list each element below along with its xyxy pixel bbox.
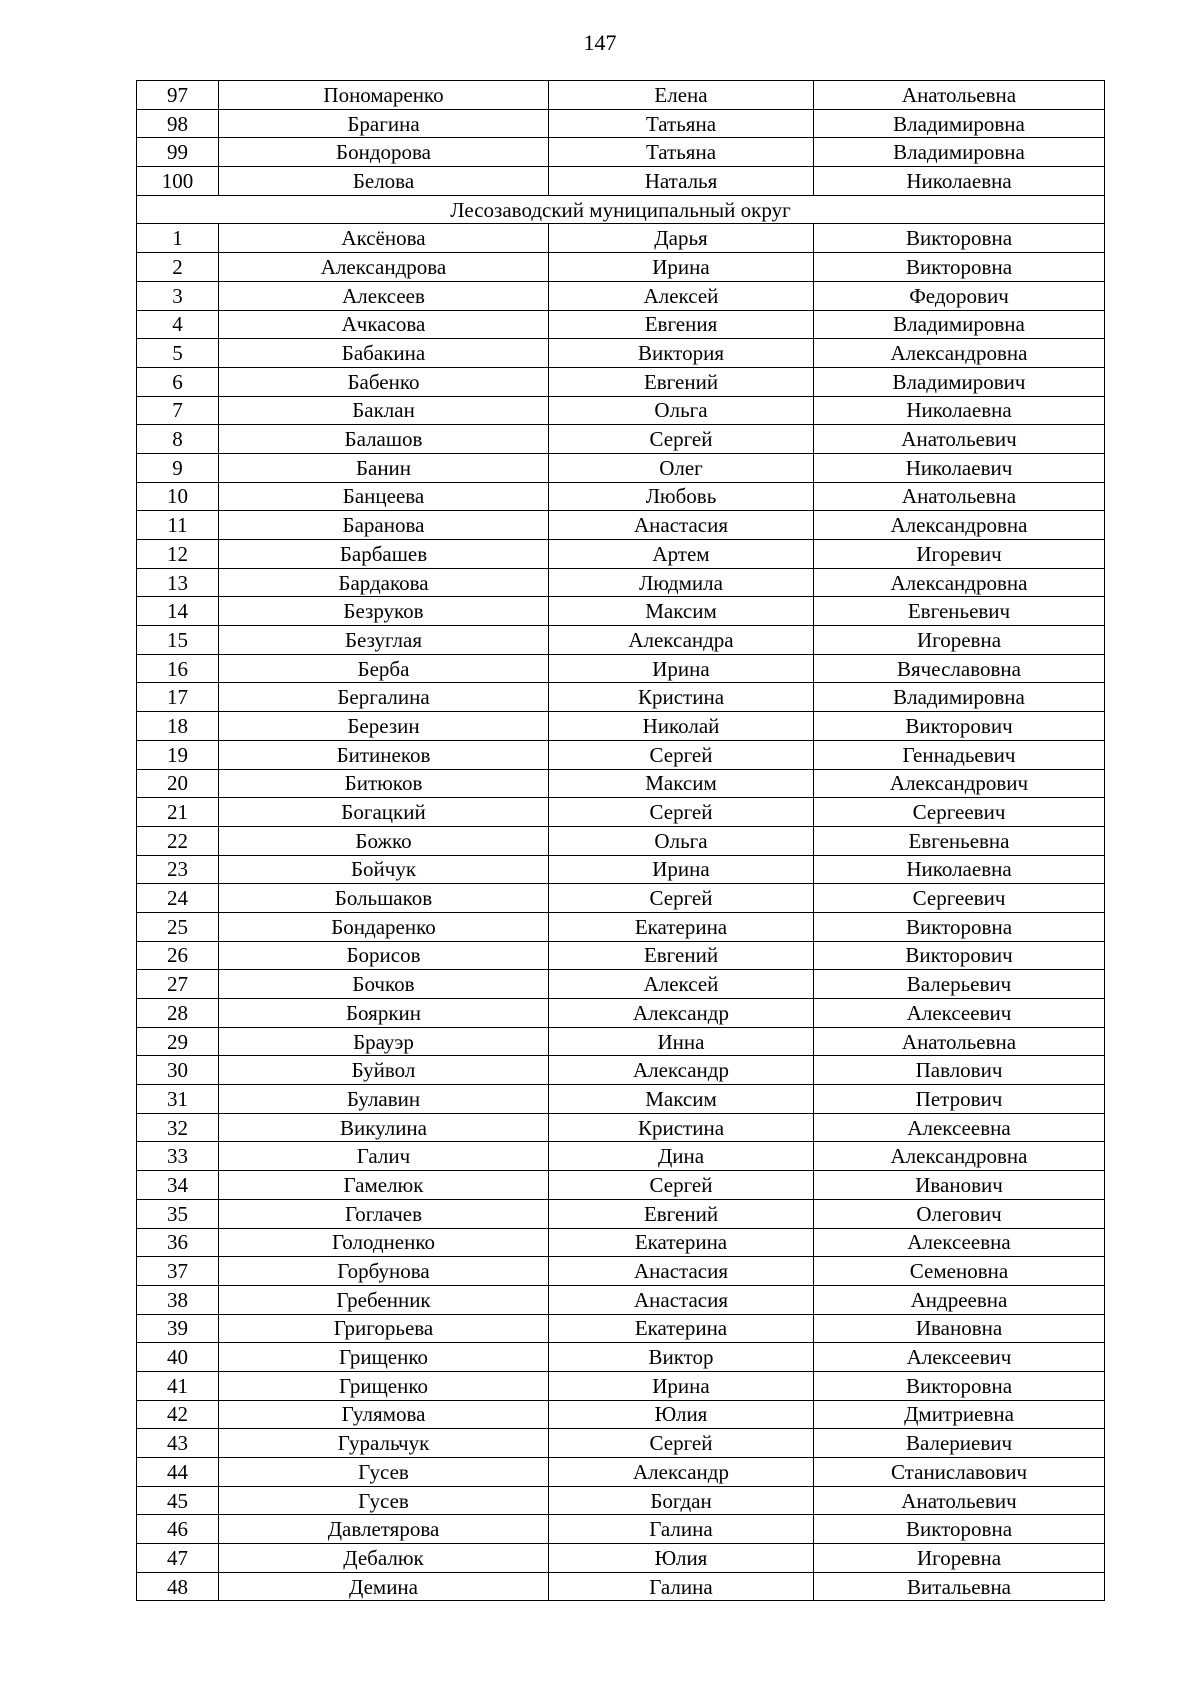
table-row bbox=[137, 253, 1105, 282]
table-row bbox=[137, 826, 1105, 855]
page-number: 147 bbox=[583, 30, 617, 55]
surname-cell: Безруков bbox=[219, 597, 549, 626]
surname-cell: Давлетярова bbox=[219, 1515, 549, 1544]
row-number-cell: 23 bbox=[137, 855, 219, 884]
table-row bbox=[137, 1458, 1105, 1487]
row-number-cell: 7 bbox=[137, 396, 219, 425]
table-row bbox=[137, 970, 1105, 999]
table-row bbox=[137, 109, 1105, 138]
surname-cell: Балашов bbox=[219, 425, 549, 454]
table-row bbox=[137, 1171, 1105, 1200]
table-row bbox=[137, 798, 1105, 827]
patronymic-cell: Александровна bbox=[814, 1142, 1105, 1171]
row-number-cell: 41 bbox=[137, 1371, 219, 1400]
surname-cell: Бергалина bbox=[219, 683, 549, 712]
first-name-cell: Ирина bbox=[549, 253, 814, 282]
first-name-cell: Александр bbox=[549, 1056, 814, 1085]
first-name-cell: Виктор bbox=[549, 1343, 814, 1372]
table-row bbox=[137, 1515, 1105, 1544]
row-number-cell: 33 bbox=[137, 1142, 219, 1171]
surname-cell: Битинеков bbox=[219, 740, 549, 769]
table-row bbox=[137, 654, 1105, 683]
table-row bbox=[137, 568, 1105, 597]
table-row bbox=[137, 1486, 1105, 1515]
surname-cell: Бардакова bbox=[219, 568, 549, 597]
surname-cell: Баранова bbox=[219, 511, 549, 540]
table-row bbox=[137, 769, 1105, 798]
first-name-cell: Ирина bbox=[549, 855, 814, 884]
table-row bbox=[137, 1056, 1105, 1085]
first-name-cell: Татьяна bbox=[549, 109, 814, 138]
row-number-cell: 39 bbox=[137, 1314, 219, 1343]
table-row bbox=[137, 597, 1105, 626]
patronymic-cell: Александрович bbox=[814, 769, 1105, 798]
row-number-cell: 45 bbox=[137, 1486, 219, 1515]
surname-cell: Алексеев bbox=[219, 281, 549, 310]
first-name-cell: Евгений bbox=[549, 941, 814, 970]
first-name-cell: Людмила bbox=[549, 568, 814, 597]
row-number-cell: 30 bbox=[137, 1056, 219, 1085]
patronymic-cell: Николаевич bbox=[814, 453, 1105, 482]
first-name-cell: Анастасия bbox=[549, 1257, 814, 1286]
surname-cell: Григорьева bbox=[219, 1314, 549, 1343]
patronymic-cell: Игоревна bbox=[814, 1544, 1105, 1573]
table-row bbox=[137, 482, 1105, 511]
first-name-cell: Олег bbox=[549, 453, 814, 482]
first-name-cell: Кристина bbox=[549, 683, 814, 712]
first-name-cell: Сергей bbox=[549, 425, 814, 454]
surname-cell: Бояркин bbox=[219, 999, 549, 1028]
row-number-cell: 18 bbox=[137, 712, 219, 741]
row-number-cell: 24 bbox=[137, 884, 219, 913]
first-name-cell: Александр bbox=[549, 999, 814, 1028]
surname-cell: Бондорова bbox=[219, 138, 549, 167]
row-number-cell: 8 bbox=[137, 425, 219, 454]
first-name-cell: Елена bbox=[549, 81, 814, 110]
row-number-cell: 40 bbox=[137, 1343, 219, 1372]
row-number-cell: 44 bbox=[137, 1458, 219, 1487]
first-name-cell: Юлия bbox=[549, 1400, 814, 1429]
table-row bbox=[137, 138, 1105, 167]
surname-cell: Пономаренко bbox=[219, 81, 549, 110]
surname-cell: Горбунова bbox=[219, 1257, 549, 1286]
patronymic-cell: Павлович bbox=[814, 1056, 1105, 1085]
row-number-cell: 5 bbox=[137, 339, 219, 368]
first-name-cell: Наталья bbox=[549, 167, 814, 196]
table-row bbox=[137, 1429, 1105, 1458]
first-name-cell: Максим bbox=[549, 1085, 814, 1114]
table-row bbox=[137, 912, 1105, 941]
surname-cell: Булавин bbox=[219, 1085, 549, 1114]
row-number-cell: 11 bbox=[137, 511, 219, 540]
first-name-cell: Сергей bbox=[549, 740, 814, 769]
patronymic-cell: Викторовна bbox=[814, 912, 1105, 941]
surname-cell: Борисов bbox=[219, 941, 549, 970]
first-name-cell: Анастасия bbox=[549, 511, 814, 540]
row-number-cell: 97 bbox=[137, 81, 219, 110]
row-number-cell: 28 bbox=[137, 999, 219, 1028]
first-name-cell: Екатерина bbox=[549, 1228, 814, 1257]
surname-cell: Демина bbox=[219, 1572, 549, 1601]
first-name-cell: Сергей bbox=[549, 884, 814, 913]
table-row bbox=[137, 712, 1105, 741]
table-row bbox=[137, 1400, 1105, 1429]
row-number-cell: 20 bbox=[137, 769, 219, 798]
patronymic-cell: Иванович bbox=[814, 1171, 1105, 1200]
surname-cell: Голодненко bbox=[219, 1228, 549, 1257]
table-row bbox=[137, 224, 1105, 253]
table-row bbox=[137, 310, 1105, 339]
patronymic-cell: Алексеевич bbox=[814, 1343, 1105, 1372]
surname-cell: Березин bbox=[219, 712, 549, 741]
patronymic-cell: Николаевна bbox=[814, 855, 1105, 884]
patronymic-cell: Геннадьевич bbox=[814, 740, 1105, 769]
patronymic-cell: Владимировна bbox=[814, 138, 1105, 167]
first-name-cell: Екатерина bbox=[549, 1314, 814, 1343]
table-row bbox=[137, 1257, 1105, 1286]
surname-cell: Ачкасова bbox=[219, 310, 549, 339]
surname-cell: Бочков bbox=[219, 970, 549, 999]
patronymic-cell: Федорович bbox=[814, 281, 1105, 310]
row-number-cell: 99 bbox=[137, 138, 219, 167]
first-name-cell: Александра bbox=[549, 626, 814, 655]
surname-cell: Гусев bbox=[219, 1458, 549, 1487]
row-number-cell: 31 bbox=[137, 1085, 219, 1114]
surname-cell: Брагина bbox=[219, 109, 549, 138]
patronymic-cell: Ивановна bbox=[814, 1314, 1105, 1343]
patronymic-cell: Сергеевич bbox=[814, 798, 1105, 827]
first-name-cell: Николай bbox=[549, 712, 814, 741]
section-row bbox=[137, 195, 1105, 224]
row-number-cell: 35 bbox=[137, 1199, 219, 1228]
roster-body bbox=[137, 81, 1105, 1601]
patronymic-cell: Александровна bbox=[814, 339, 1105, 368]
section-title: Лесозаводский муниципальный округ bbox=[137, 195, 1105, 224]
table-row bbox=[137, 81, 1105, 110]
table-row bbox=[137, 884, 1105, 913]
surname-cell: Банцеева bbox=[219, 482, 549, 511]
table-row bbox=[137, 1113, 1105, 1142]
patronymic-cell: Игоревна bbox=[814, 626, 1105, 655]
surname-cell: Большаков bbox=[219, 884, 549, 913]
surname-cell: Гуральчук bbox=[219, 1429, 549, 1458]
patronymic-cell: Евгеньевна bbox=[814, 826, 1105, 855]
row-number-cell: 48 bbox=[137, 1572, 219, 1601]
first-name-cell: Инна bbox=[549, 1027, 814, 1056]
table-row bbox=[137, 367, 1105, 396]
patronymic-cell: Валерьевич bbox=[814, 970, 1105, 999]
surname-cell: Барбашев bbox=[219, 540, 549, 569]
table-row bbox=[137, 626, 1105, 655]
surname-cell: Богацкий bbox=[219, 798, 549, 827]
surname-cell: Грищенко bbox=[219, 1371, 549, 1400]
table-row bbox=[137, 1314, 1105, 1343]
patronymic-cell: Анатольевна bbox=[814, 1027, 1105, 1056]
first-name-cell: Кристина bbox=[549, 1113, 814, 1142]
patronymic-cell: Александровна bbox=[814, 568, 1105, 597]
patronymic-cell: Дмитриевна bbox=[814, 1400, 1105, 1429]
row-number-cell: 6 bbox=[137, 367, 219, 396]
surname-cell: Дебалюк bbox=[219, 1544, 549, 1573]
patronymic-cell: Андреевна bbox=[814, 1285, 1105, 1314]
table-row bbox=[137, 1142, 1105, 1171]
row-number-cell: 15 bbox=[137, 626, 219, 655]
table-row bbox=[137, 511, 1105, 540]
surname-cell: Бабенко bbox=[219, 367, 549, 396]
patronymic-cell: Викторовна bbox=[814, 1515, 1105, 1544]
patronymic-cell: Валериевич bbox=[814, 1429, 1105, 1458]
first-name-cell: Алексей bbox=[549, 281, 814, 310]
patronymic-cell: Викторовна bbox=[814, 224, 1105, 253]
first-name-cell: Евгения bbox=[549, 310, 814, 339]
first-name-cell: Артем bbox=[549, 540, 814, 569]
table-row bbox=[137, 540, 1105, 569]
surname-cell: Берба bbox=[219, 654, 549, 683]
table-row bbox=[137, 1371, 1105, 1400]
first-name-cell: Евгений bbox=[549, 1199, 814, 1228]
first-name-cell: Евгений bbox=[549, 367, 814, 396]
first-name-cell: Татьяна bbox=[549, 138, 814, 167]
surname-cell: Бабакина bbox=[219, 339, 549, 368]
row-number-cell: 43 bbox=[137, 1429, 219, 1458]
first-name-cell: Сергей bbox=[549, 1429, 814, 1458]
first-name-cell: Максим bbox=[549, 597, 814, 626]
surname-cell: Битюков bbox=[219, 769, 549, 798]
first-name-cell: Любовь bbox=[549, 482, 814, 511]
table-row bbox=[137, 1199, 1105, 1228]
first-name-cell: Сергей bbox=[549, 798, 814, 827]
first-name-cell: Дарья bbox=[549, 224, 814, 253]
row-number-cell: 16 bbox=[137, 654, 219, 683]
table-row bbox=[137, 425, 1105, 454]
row-number-cell: 36 bbox=[137, 1228, 219, 1257]
row-number-cell: 38 bbox=[137, 1285, 219, 1314]
surname-cell: Белова bbox=[219, 167, 549, 196]
row-number-cell: 14 bbox=[137, 597, 219, 626]
row-number-cell: 32 bbox=[137, 1113, 219, 1142]
first-name-cell: Виктория bbox=[549, 339, 814, 368]
table-row bbox=[137, 1085, 1105, 1114]
row-number-cell: 100 bbox=[137, 167, 219, 196]
row-number-cell: 26 bbox=[137, 941, 219, 970]
patronymic-cell: Алексеевна bbox=[814, 1113, 1105, 1142]
first-name-cell: Галина bbox=[549, 1515, 814, 1544]
patronymic-cell: Николаевна bbox=[814, 396, 1105, 425]
patronymic-cell: Алексеевич bbox=[814, 999, 1105, 1028]
patronymic-cell: Игоревич bbox=[814, 540, 1105, 569]
patronymic-cell: Викторович bbox=[814, 941, 1105, 970]
patronymic-cell: Владимировна bbox=[814, 683, 1105, 712]
row-number-cell: 29 bbox=[137, 1027, 219, 1056]
row-number-cell: 4 bbox=[137, 310, 219, 339]
surname-cell: Гребенник bbox=[219, 1285, 549, 1314]
row-number-cell: 98 bbox=[137, 109, 219, 138]
row-number-cell: 9 bbox=[137, 453, 219, 482]
row-number-cell: 46 bbox=[137, 1515, 219, 1544]
table-row bbox=[137, 1544, 1105, 1573]
first-name-cell: Ирина bbox=[549, 1371, 814, 1400]
row-number-cell: 13 bbox=[137, 568, 219, 597]
surname-cell: Гоглачев bbox=[219, 1199, 549, 1228]
row-number-cell: 12 bbox=[137, 540, 219, 569]
table-row bbox=[137, 339, 1105, 368]
row-number-cell: 1 bbox=[137, 224, 219, 253]
surname-cell: Галич bbox=[219, 1142, 549, 1171]
row-number-cell: 3 bbox=[137, 281, 219, 310]
patronymic-cell: Анатольевич bbox=[814, 1486, 1105, 1515]
first-name-cell: Александр bbox=[549, 1458, 814, 1487]
patronymic-cell: Петрович bbox=[814, 1085, 1105, 1114]
surname-cell: Гамелюк bbox=[219, 1171, 549, 1200]
table-row bbox=[137, 167, 1105, 196]
surname-cell: Гусев bbox=[219, 1486, 549, 1515]
row-number-cell: 10 bbox=[137, 482, 219, 511]
surname-cell: Баклан bbox=[219, 396, 549, 425]
table-row bbox=[137, 740, 1105, 769]
first-name-cell: Ирина bbox=[549, 654, 814, 683]
surname-cell: Безуглая bbox=[219, 626, 549, 655]
patronymic-cell: Владимировна bbox=[814, 109, 1105, 138]
patronymic-cell: Анатольевна bbox=[814, 482, 1105, 511]
surname-cell: Гулямова bbox=[219, 1400, 549, 1429]
surname-cell: Божко bbox=[219, 826, 549, 855]
table-row bbox=[137, 1285, 1105, 1314]
table-row bbox=[137, 1027, 1105, 1056]
patronymic-cell: Викторовна bbox=[814, 1371, 1105, 1400]
patronymic-cell: Владимировна bbox=[814, 310, 1105, 339]
patronymic-cell: Анатольевич bbox=[814, 425, 1105, 454]
row-number-cell: 25 bbox=[137, 912, 219, 941]
patronymic-cell: Семеновна bbox=[814, 1257, 1105, 1286]
patronymic-cell: Викторовна bbox=[814, 253, 1105, 282]
table-row bbox=[137, 1572, 1105, 1601]
patronymic-cell: Евгеньевич bbox=[814, 597, 1105, 626]
row-number-cell: 37 bbox=[137, 1257, 219, 1286]
first-name-cell: Юлия bbox=[549, 1544, 814, 1573]
patronymic-cell: Станиславович bbox=[814, 1458, 1105, 1487]
table-row bbox=[137, 941, 1105, 970]
first-name-cell: Галина bbox=[549, 1572, 814, 1601]
first-name-cell: Ольга bbox=[549, 396, 814, 425]
patronymic-cell: Витальевна bbox=[814, 1572, 1105, 1601]
table-row bbox=[137, 1228, 1105, 1257]
row-number-cell: 19 bbox=[137, 740, 219, 769]
table-row bbox=[137, 1343, 1105, 1372]
roster-table bbox=[136, 80, 1105, 1601]
surname-cell: Бойчук bbox=[219, 855, 549, 884]
row-number-cell: 21 bbox=[137, 798, 219, 827]
first-name-cell: Анастасия bbox=[549, 1285, 814, 1314]
patronymic-cell: Олегович bbox=[814, 1199, 1105, 1228]
table-row bbox=[137, 855, 1105, 884]
row-number-cell: 2 bbox=[137, 253, 219, 282]
row-number-cell: 47 bbox=[137, 1544, 219, 1573]
table-row bbox=[137, 453, 1105, 482]
first-name-cell: Екатерина bbox=[549, 912, 814, 941]
surname-cell: Александрова bbox=[219, 253, 549, 282]
surname-cell: Грищенко bbox=[219, 1343, 549, 1372]
first-name-cell: Максим bbox=[549, 769, 814, 798]
patronymic-cell: Вячеславовна bbox=[814, 654, 1105, 683]
surname-cell: Банин bbox=[219, 453, 549, 482]
patronymic-cell: Сергеевич bbox=[814, 884, 1105, 913]
patronymic-cell: Анатольевна bbox=[814, 81, 1105, 110]
row-number-cell: 27 bbox=[137, 970, 219, 999]
surname-cell: Брауэр bbox=[219, 1027, 549, 1056]
patronymic-cell: Александровна bbox=[814, 511, 1105, 540]
row-number-cell: 22 bbox=[137, 826, 219, 855]
surname-cell: Буйвол bbox=[219, 1056, 549, 1085]
table-row bbox=[137, 683, 1105, 712]
row-number-cell: 17 bbox=[137, 683, 219, 712]
first-name-cell: Алексей bbox=[549, 970, 814, 999]
patronymic-cell: Викторович bbox=[814, 712, 1105, 741]
surname-cell: Викулина bbox=[219, 1113, 549, 1142]
patronymic-cell: Алексеевна bbox=[814, 1228, 1105, 1257]
first-name-cell: Сергей bbox=[549, 1171, 814, 1200]
table-row bbox=[137, 396, 1105, 425]
patronymic-cell: Владимирович bbox=[814, 367, 1105, 396]
table-row bbox=[137, 999, 1105, 1028]
row-number-cell: 42 bbox=[137, 1400, 219, 1429]
first-name-cell: Ольга bbox=[549, 826, 814, 855]
surname-cell: Аксёнова bbox=[219, 224, 549, 253]
row-number-cell: 34 bbox=[137, 1171, 219, 1200]
patronymic-cell: Николаевна bbox=[814, 167, 1105, 196]
surname-cell: Бондаренко bbox=[219, 912, 549, 941]
first-name-cell: Дина bbox=[549, 1142, 814, 1171]
table-row bbox=[137, 281, 1105, 310]
first-name-cell: Богдан bbox=[549, 1486, 814, 1515]
